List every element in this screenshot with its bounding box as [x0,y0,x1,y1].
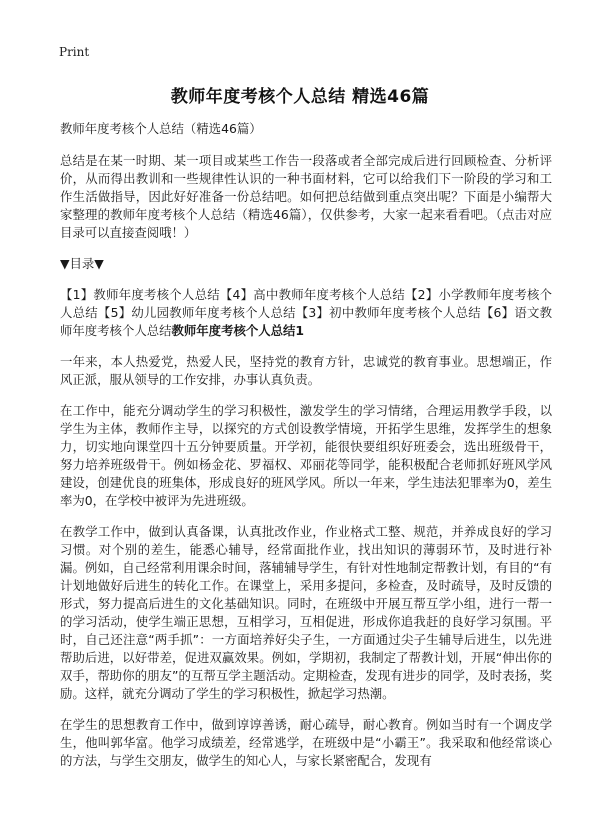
page-title: 教师年度考核个人总结 精选46篇 [170,87,430,107]
body-paragraph: 在学生的思想教育工作中，做到谆谆善诱，耐心疏导，耐心教育。例如当时有一个调皮学生，他叫郭华富。他学习成绩差，经常逃学，在班级中是“小霸王”。我采取和他经常谈心的方法，与学生交朋友，做学生的知心人，与家长紧密配合，发现有 [60,717,552,768]
toc-heading[interactable]: ▼目录▼ [60,256,104,271]
print-label[interactable]: Print [59,45,90,59]
body-paragraph: 在教学工作中，做到认真备课，认真批改作业，作业格式工整、规范，并养成良好的学习习惯。对个别的差生，能悉心辅导，经常面批作业，找出知识的薄弱环节，及时进行补漏。例如，自己经常利用课余时间，落辅辅导学生，有针对性地制定帮教计划，有目的“有计划地做好后进生的转化工作。在课堂上，采用多提问，多检查，及时疏导，及时反馈的形式，努力提高后进生的文化基础知识。同时，在班级中开展互帮互学小组，进行一帮一的学习活动，使学生端正思想，互相学习，互相促进，形成你追我赶的良好学习氛围。平时，自己还注意“两手抓”：一方面培养好尖子生，一方面通过尖子生辅导后进生，以先进帮助后进，以好带差，促进双赢效果。例如，学期初，我制定了帮教计划，开展“伸出你的双手，帮助你的朋友”的互帮互学主题活动。定期检查，发现有进步的同学，及时表扬，奖励。这样，就充分调动了学生的学习积极性，掀起学习热潮。 [60,524,552,701]
toc-links[interactable]: 【1】教师年度考核个人总结【4】高中教师年度考核个人总结【2】小学教师年度考核个人总结【5】幼儿园教师年度考核个人总结【3】初中教师年度考核个人总结【6】语文教师年度考核个人总结 [60,287,552,338]
body-paragraph: 一年来，本人热爱党，热爱人民，坚持党的教育方针，忠诚党的教育事业。思想端正，作风正派，服从领导的工作安排，办事认真负责。 [60,354,552,387]
document-body [60,120,552,783]
toc-list[interactable] [60,286,552,340]
intro-paragraph: 总结是在某一时期、某一项目或某些工作告一段落或者全部完成后进行回顾检查、分析评价，从而得出教训和一些规律性认识的一种书面材料，它可以给我们下一阶段的学习和工作生活做指导，因此好好准备一份总结吧。如何把总结做到重点突出呢？下面是小编帮大家整理的教师年度考核个人总结（精选46篇），仅供参考，大家一起来看看吧。（点击对应目录可以直接查阅哦！） [60,153,552,240]
document-subtitle: 教师年度考核个人总结（精选46篇） [60,121,262,136]
body-paragraph: 在工作中，能充分调动学生的学习积极性，激发学生的学习情绪，合理运用教学手段，以学生为主体，教师作主导，以探究的方式创设教学情境，开拓学生思维，发挥学生的想象力，切实地向课堂四十五分钟要质量。开学初，能很快要组织好班委会，选出班级骨干，努力培养班级骨干。例如杨金花、罗福权、邓丽花等同学，能积极配合老师抓好班风学风建设，创建优良的班集体，形成良好的班风学风。所以一年来，学生违法犯罪率为0，差生率为0，在学校中被评为先进班级。 [60,403,552,508]
section-heading: 教师年度考核个人总结1 [171,323,305,338]
